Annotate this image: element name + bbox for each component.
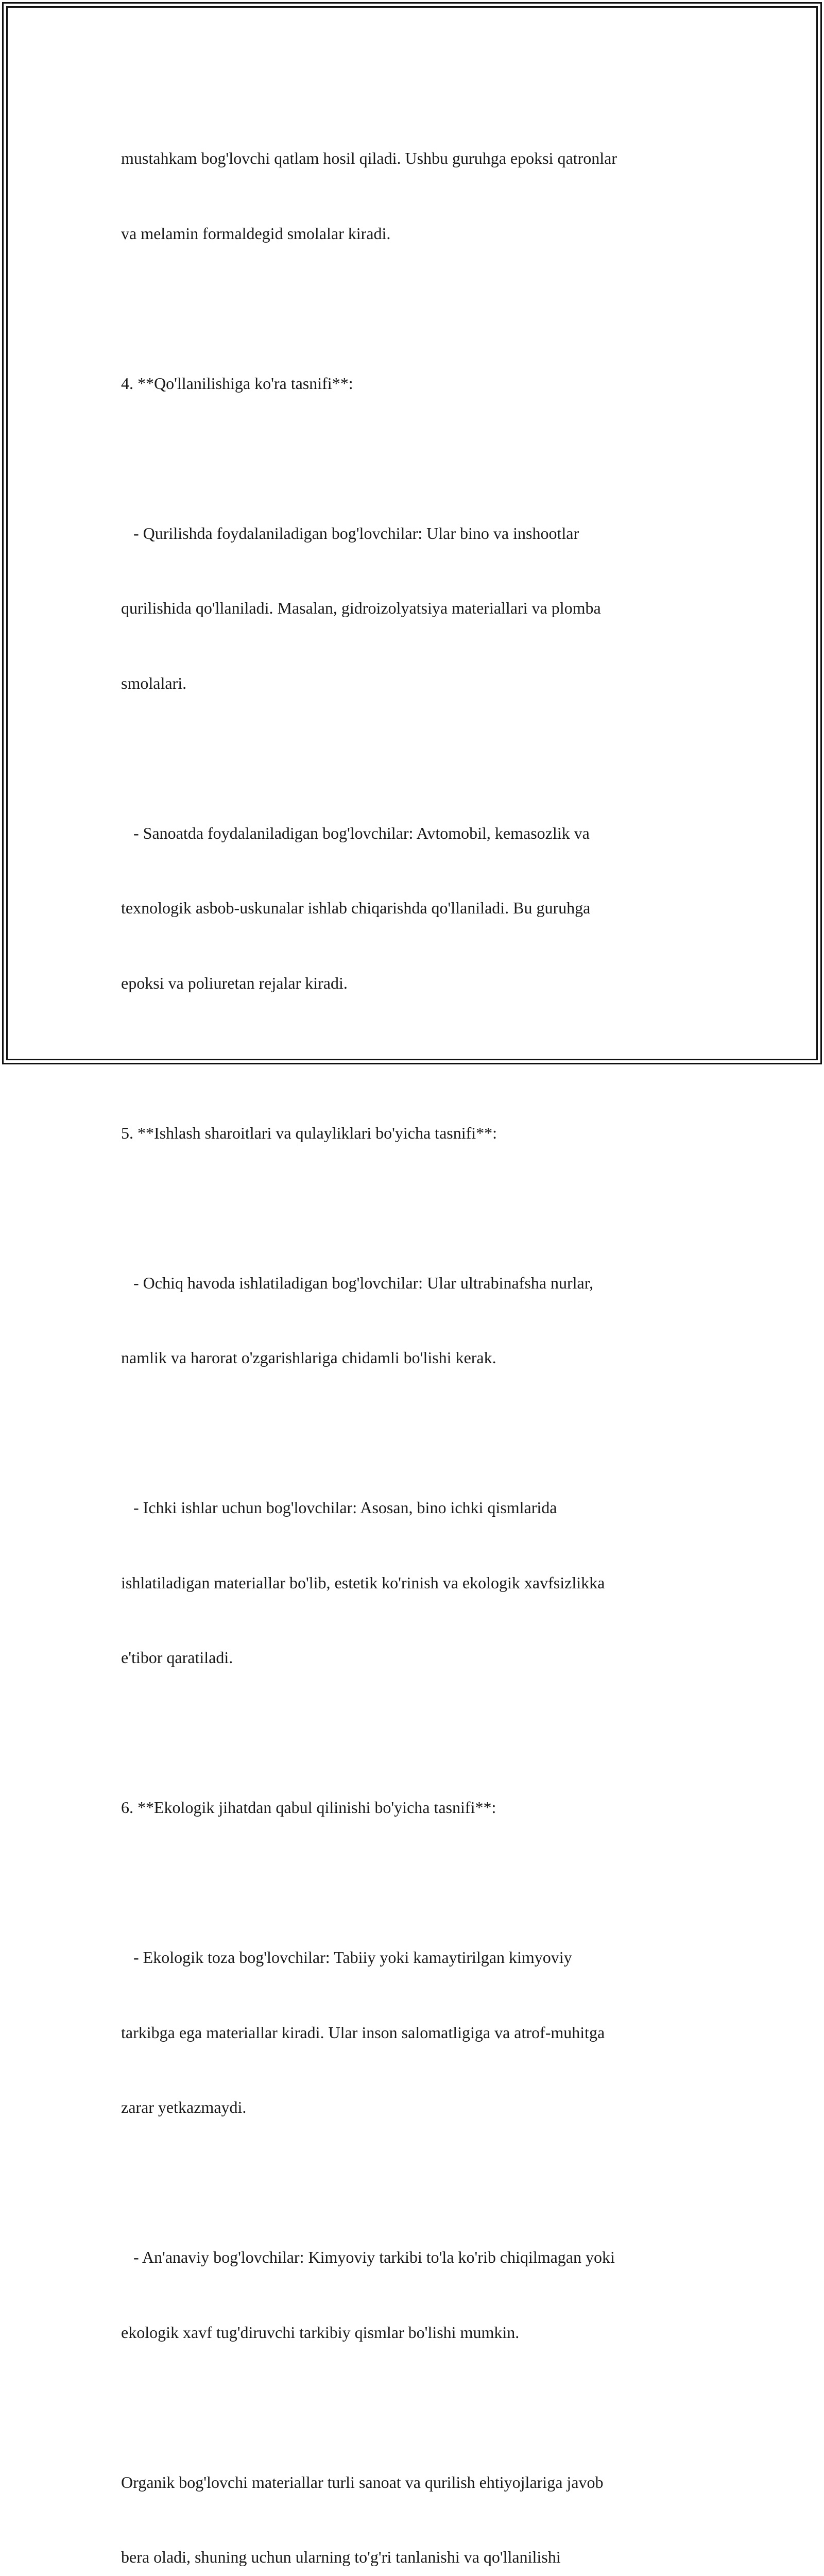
- list-item-construction-binders: [121, 471, 703, 746]
- heading-line: 5. **Ishlash sharoitlari va qulayliklari bo'yicha tasnifi**:: [121, 1121, 703, 1146]
- section-heading-6: [121, 1745, 703, 1870]
- paragraph-intro-continuation: [121, 96, 703, 296]
- text-line: bera oladi, shuning uchun ularning to'g'ri tanlanishi va qo'llanilishi: [121, 2545, 703, 2570]
- list-item-traditional-binders: [121, 2195, 703, 2395]
- paragraph-conclusion: [121, 2420, 703, 2576]
- text-line: - Ochiq havoda ishlatiladigan bog'lovchilar: Ular ultrabinafsha nurlar,: [121, 1270, 703, 1296]
- text-line: mustahkam bog'lovchi qatlam hosil qiladi. Ushbu guruhga epoksi qatronlar: [121, 146, 703, 171]
- heading-line: 6. **Ekologik jihatdan qabul qilinishi bo'yicha tasnifi**:: [121, 1795, 703, 1820]
- text-line: - Ekologik toza bog'lovchilar: Tabiiy yoki kamaytirilgan kimyoviy: [121, 1945, 703, 1970]
- text-line: - An'anaviy bog'lovchilar: Kimyoviy tarkibi to'la ko'rib chiqilmagan yoki: [121, 2245, 703, 2270]
- text-line: ekologik xavf tug'diruvchi tarkibiy qismlar bo'lishi mumkin.: [121, 2320, 703, 2345]
- text-line: qurilishida qo'llaniladi. Masalan, gidroizolyatsiya materiallari va plomba: [121, 596, 703, 621]
- section-heading-5: [121, 1071, 703, 1196]
- list-item-outdoor-binders: [121, 1221, 703, 1420]
- text-line: va melamin formaldegid smolalar kiradi.: [121, 221, 703, 246]
- list-item-eco-binders: [121, 1895, 703, 2170]
- text-line: e'tibor qaratiladi.: [121, 1645, 703, 1670]
- text-line: namlik va harorat o'zgarishlariga chidamli bo'lishi kerak.: [121, 1345, 703, 1370]
- text-line: Organik bog'lovchi materiallar turli sanoat va qurilish ehtiyojlariga javob: [121, 2470, 703, 2495]
- document-body: [121, 96, 703, 2576]
- heading-line: 4. **Qo'llanilishiga ko'ra tasnifi**:: [121, 371, 703, 396]
- text-line: - Sanoatda foydalaniladigan bog'lovchilar: Avtomobil, kemasozlik va: [121, 821, 703, 846]
- text-line: - Qurilishda foydalaniladigan bog'lovchilar: Ular bino va inshootlar: [121, 521, 703, 546]
- list-item-industrial-binders: [121, 771, 703, 1046]
- section-heading-4: [121, 321, 703, 446]
- text-line: - Ichki ishlar uchun bog'lovchilar: Asosan, bino ichki qismlarida: [121, 1495, 703, 1520]
- text-line: smolalari.: [121, 671, 703, 696]
- text-line: tarkibga ega materiallar kiradi. Ular inson salomatligiga va atrof-muhitga: [121, 2020, 703, 2045]
- text-line: zarar yetkazmaydi.: [121, 2095, 703, 2120]
- list-item-indoor-binders: [121, 1445, 703, 1720]
- text-line: texnologik asbob-uskunalar ishlab chiqarishda qo'llaniladi. Bu guruhga: [121, 895, 703, 921]
- text-line: ishlatiladigan materiallar bo'lib, estetik ko'rinish va ekologik xavfsizlikka: [121, 1570, 703, 1596]
- text-line: epoksi va poliuretan rejalar kiradi.: [121, 971, 703, 996]
